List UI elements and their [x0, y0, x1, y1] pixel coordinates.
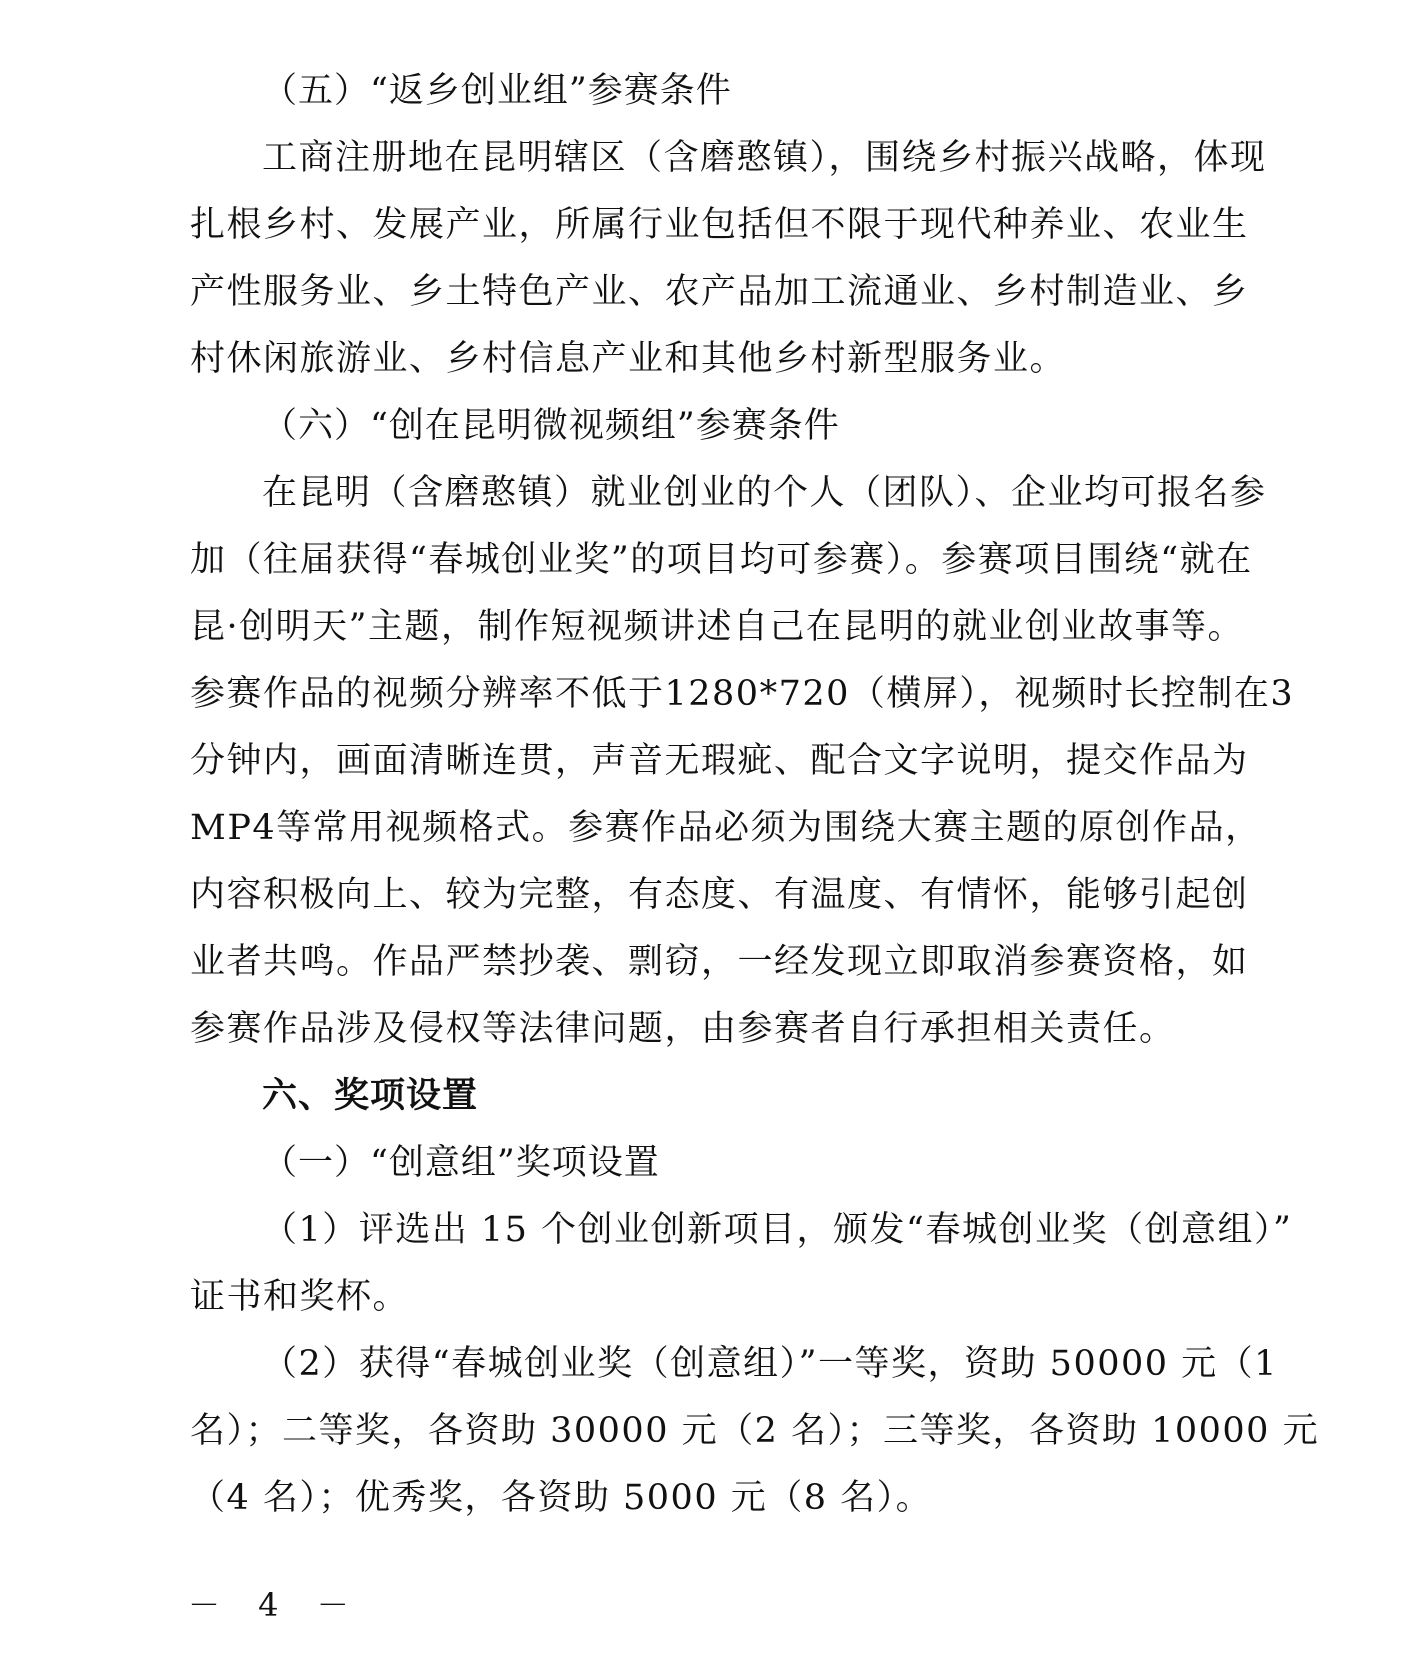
paragraph-line: MP4等常用视频格式。参赛作品必须为围绕大赛主题的原创作品，	[190, 808, 1262, 848]
award-item-2-line: （4 名）；优秀奖，各资助 5000 元（8 名）。	[190, 1478, 933, 1518]
award-item-1-line: 证书和奖杯。	[190, 1277, 410, 1317]
award-item-1-line: （1）评选出 15 个创业创新项目，颁发“春城创业奖（创意组）”	[262, 1210, 1293, 1250]
page-number: － 4 －	[188, 1586, 363, 1624]
paragraph-line: 村休闲旅游业、乡村信息产业和其他乡村新型服务业。	[190, 339, 1067, 379]
paragraph-line: 工商注册地在昆明辖区（含磨憨镇），围绕乡村振兴战略，体现	[262, 138, 1267, 178]
section-heading-6: （六）“创在昆明微视频组”参赛条件	[262, 406, 840, 446]
paragraph-line: 昆·创明天”主题，制作短视频讲述自己在昆明的就业创业故事等。	[190, 607, 1245, 647]
subheading-creative-group-awards: （一）“创意组”奖项设置	[262, 1143, 660, 1183]
paragraph-line: 在昆明（含磨憨镇）就业创业的个人（团队）、企业均可报名参	[262, 473, 1267, 513]
paragraph-line: 参赛作品的视频分辨率不低于1280*720（横屏），视频时长控制在3	[190, 674, 1295, 714]
paragraph-line: 分钟内，画面清晰连贯，声音无瑕疵、配合文字说明，提交作品为	[190, 741, 1249, 781]
award-item-2-line: （2）获得“春城创业奖（创意组）”一等奖，资助 50000 元（1	[262, 1344, 1278, 1384]
section-heading-5: （五）“返乡创业组”参赛条件	[262, 71, 732, 111]
chapter-heading-awards: 六、奖项设置	[262, 1076, 479, 1116]
paragraph-line: 加（往届获得“春城创业奖”的项目均可参赛）。参赛项目围绕“就在	[190, 540, 1253, 580]
paragraph-line: 扎根乡村、发展产业，所属行业包括但不限于现代种养业、农业生	[190, 205, 1249, 245]
paragraph-line: 业者共鸣。作品严禁抄袭、剽窃，一经发现立即取消参赛资格，如	[190, 942, 1249, 982]
paragraph-line: 内容积极向上、较为完整，有态度、有温度、有情怀，能够引起创	[190, 875, 1249, 915]
paragraph-line: 产性服务业、乡土特色产业、农产品加工流通业、乡村制造业、乡	[190, 272, 1249, 312]
document-body	[190, 58, 1320, 1532]
paragraph-line: 参赛作品涉及侵权等法律问题，由参赛者自行承担相关责任。	[190, 1009, 1176, 1049]
award-item-2-line: 名）；二等奖，各资助 30000 元（2 名）；三等奖，各资助 10000 元	[190, 1411, 1320, 1451]
